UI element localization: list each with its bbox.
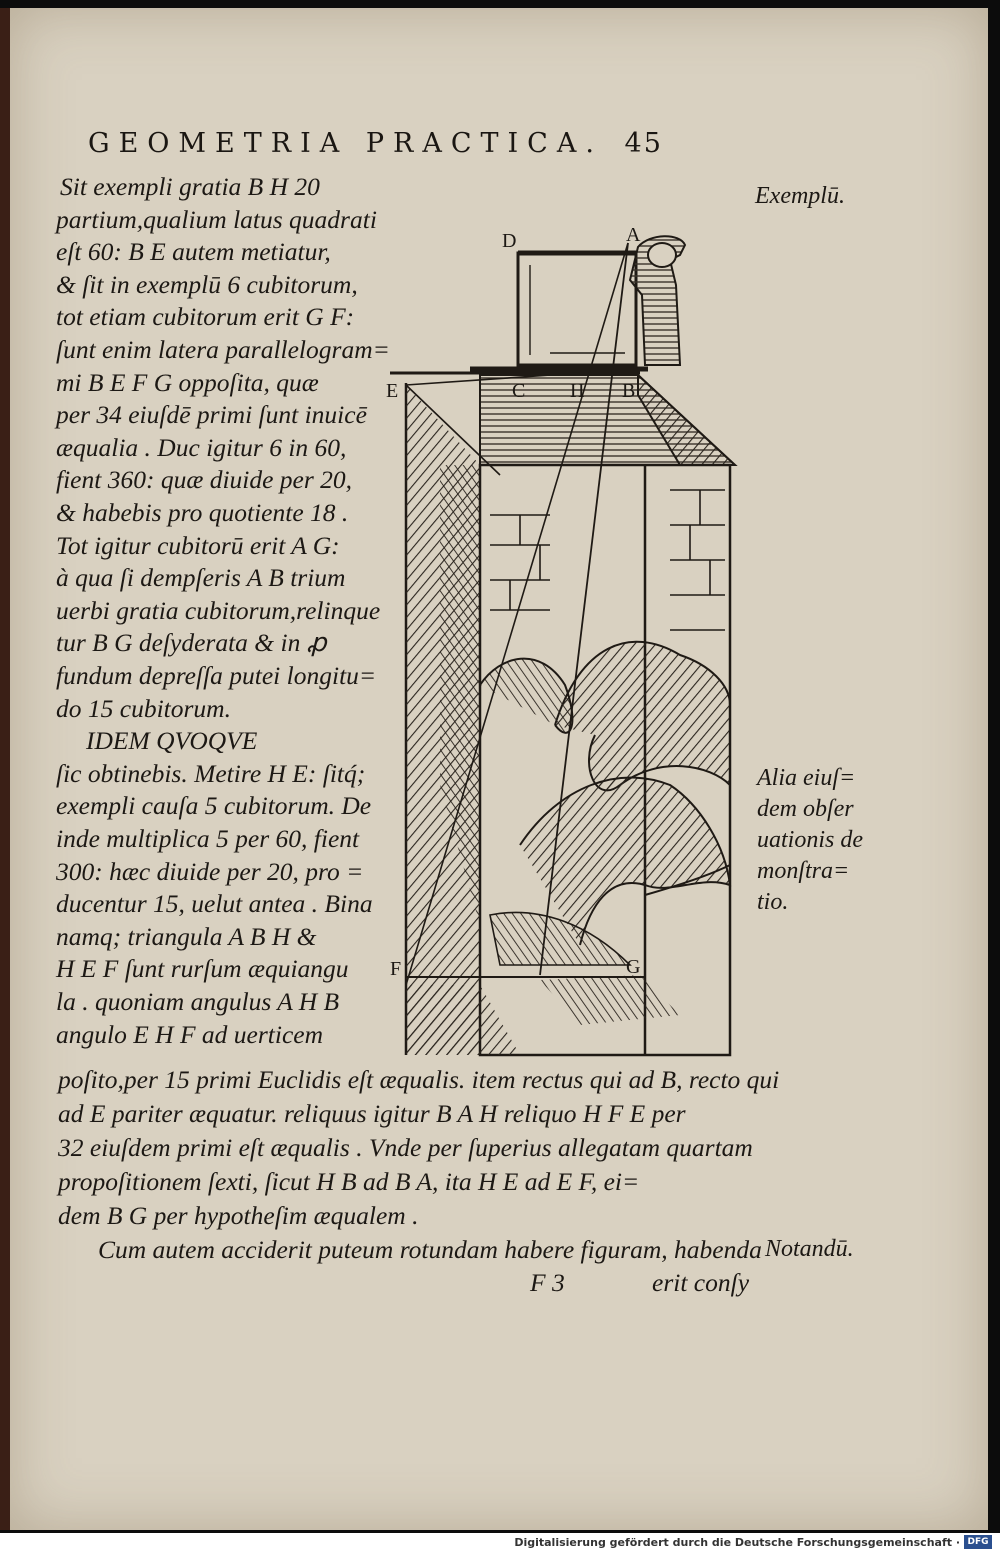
text-line: 32 eiuſdem primi eſt æqualis . Vnde per ſuperius allegatam quartam [58,1133,753,1162]
text-line: H E F ſunt rurſum æquiangu [56,954,349,984]
text-line: partium,qualium latus quadrati [56,204,377,234]
text-line: uerbi gratia cubitorum,relinque [56,595,381,625]
quadrant-square [518,253,636,365]
text-line: propoſitionem ſexti, ſicut H B ad B A, ita H E ad E F, ei= [58,1167,640,1196]
text-line: tio. [757,889,789,915]
text-line: Cum autem acciderit puteum rotundam habere figuram, habenda [98,1235,762,1264]
footer-text: Digitalisierung gefördert durch die Deutsche Forschungsgemeinschaft · [514,1536,960,1549]
text-line: fundum depreſſa putei longitu= [56,661,377,690]
text-line: tur B G deſyderata & in ꝓ [56,628,327,658]
label-F: F [390,958,402,980]
label-D: D [502,230,517,252]
text-line: Tot igitur cubitorū erit A G: [56,530,340,560]
label-C: C [512,380,526,402]
text-line: ad E pariter æquatur. reliquus igitur B A H reliquo H F E per [58,1099,686,1128]
body-text-full-width [58,1065,780,1275]
text-line: uationis de [757,827,863,853]
margin-note-alia [757,765,877,935]
label-B: B [622,380,636,402]
text-line: 300: hæc diuide per 20, pro = [56,856,364,886]
text-line: inde multiplica 5 per 60, fient [56,824,360,853]
text-line: do 15 cubitorum. [56,693,231,723]
text-line: fient 360: quæ diuide per 20, [56,465,353,495]
text-line: dem obſer [757,796,854,822]
text-line: æqualia . Duc igitur 6 in 60, [56,432,347,462]
running-head-title: GEOMETRIA PRACTICA. [88,128,603,159]
text-line: monſtra= [757,858,850,884]
catchword: erit conſy [652,1268,750,1297]
text-line: Sit exempli gratia B H 20 [60,172,320,201]
text-line: & ſit in exemplū 6 cubitorum, [56,269,358,299]
label-H: H [570,380,585,402]
text-line: mi B E F G oppoſita, quæ [56,367,319,397]
running-head [88,128,748,168]
text-line: & habebis pro quotiente 18 . [56,498,349,527]
margin-note-exemplum: Exemplū. [755,183,845,209]
text-line: poſito,per 15 primi Euclidis eſt æqualis. item rectus qui ad B, recto qui [58,1065,780,1094]
text-line: à qua ſi dempſeris A B trium [56,563,346,593]
text-line: ſunt enim latera parallelogram= [56,335,390,364]
text-line: la . quoniam angulus A H B [56,987,340,1016]
label-A: A [626,225,641,246]
text-line: exempli cauſa 5 cubitorum. De [56,791,372,821]
text-line: IDEM QVOQVE [86,726,258,756]
text-line: eſt 60: B E autem metiatur, [56,237,331,267]
text-line: dem B G per hypotheſim æqualem . [58,1201,419,1230]
page-number: 45 [624,128,663,159]
well-measurement-woodcut [380,225,750,1070]
signature-mark: F 3 [530,1268,565,1297]
margin-note-notandum: Notandū. [765,1236,854,1262]
digitization-footer [0,1533,1000,1553]
body-text-left-column [56,172,390,1072]
text-line: tot etiam cubitorum erit G F: [56,302,355,332]
text-line: namq; triangula A B H & [56,921,317,951]
book-spine-edge [0,8,10,1530]
text-line: ſic obtinebis. Metire H E: ſitq́; [56,758,366,788]
label-G: G [626,956,641,978]
text-line: Alia eiuſ= [757,765,856,791]
text-line: angulo E H F ad uerticem [56,1019,323,1049]
text-line: per 34 eiuſdē primi ſunt inuicē [56,400,367,430]
dfg-logo: DFG [964,1535,992,1549]
label-E: E [386,380,399,402]
text-line: ducentur 15, uelut antea . Bina [56,889,373,919]
